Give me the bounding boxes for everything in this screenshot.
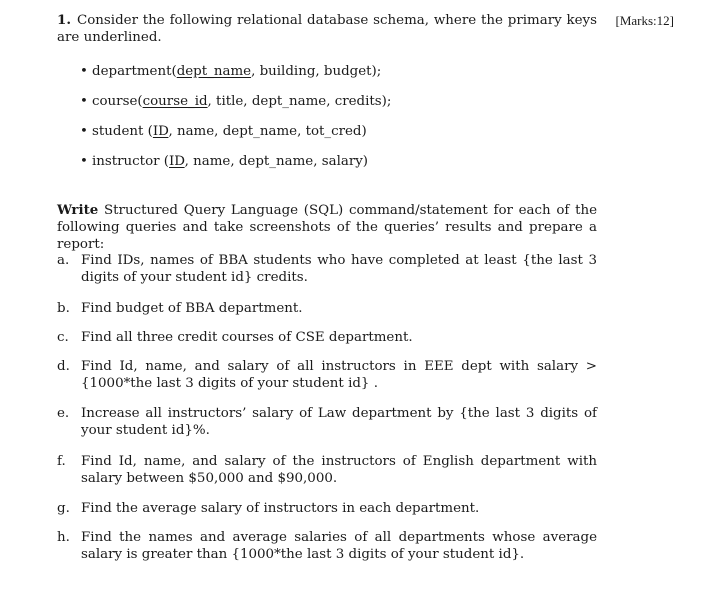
task-h <box>57 529 597 563</box>
task-text: Find budget of BBA department. <box>81 301 303 316</box>
task-text: Increase all instructors’ salary of Law department by {the last 3 digits of your student id}%. <box>81 406 597 438</box>
bullet-icon: • <box>80 124 88 139</box>
schema-item-course: • course(course_id, title, dept_name, credits); <box>80 94 392 109</box>
task-b <box>57 300 597 317</box>
task-label: f. <box>57 454 66 469</box>
instructions-paragraph <box>57 202 597 253</box>
question-intro <box>57 12 597 46</box>
task-label: a. <box>57 253 70 268</box>
task-label: d. <box>57 359 70 374</box>
task-text: Find Id, name, and salary of all instructors in EEE dept with salary > {1000*the last 3 digits of your student id} . <box>81 359 597 391</box>
task-text: Find IDs, names of BBA students who have completed at least {the last 3 digits of your student id} credits. <box>81 253 597 285</box>
task-a <box>57 252 597 286</box>
task-label: b. <box>57 301 70 316</box>
primary-key: ID <box>152 124 169 139</box>
primary-key: ID <box>169 154 185 169</box>
schema-item-instructor: • instructor (ID, name, dept_name, salary) <box>80 154 369 169</box>
instructions-text: Structured Query Language (SQL) command/statement for each of the following queries and take screenshots of the queries’ results and prepare a report: <box>57 203 597 252</box>
task-text: Find Id, name, and salary of the instructors of English department with salary between $50,000 and $90,000. <box>81 454 597 486</box>
task-label: g. <box>57 501 70 516</box>
task-text: Find the average salary of instructors in each department. <box>81 501 480 516</box>
task-g <box>57 500 597 517</box>
bullet-icon: • <box>80 64 88 79</box>
task-c <box>57 329 597 346</box>
schema-list <box>80 63 391 183</box>
schema-item-student: • student (ID, name, dept_name, tot_cred) <box>80 124 367 139</box>
schema-item-department: • department(dept_name, building, budget); <box>80 64 382 79</box>
question-number: 1. <box>57 12 71 28</box>
task-d <box>57 358 597 392</box>
instructions-bold: Write <box>57 202 99 218</box>
task-label: e. <box>57 406 70 421</box>
bullet-icon: • <box>80 94 88 109</box>
task-f <box>57 453 597 487</box>
primary-key: dept_name <box>176 64 252 79</box>
task-label: c. <box>57 330 69 345</box>
task-e <box>57 405 597 439</box>
task-text: Find all three credit courses of CSE department. <box>81 330 413 345</box>
task-text: Find the names and average salaries of all departments whose average salary is greater than {1000*the last 3 digits of your student id}. <box>81 530 597 562</box>
question-intro-text: Consider the following relational database schema, where the primary keys are underlined. <box>57 13 597 45</box>
task-label: h. <box>57 530 70 545</box>
primary-key: course_id <box>142 94 208 109</box>
marks-label: [Marks:12] <box>615 13 674 28</box>
bullet-icon: • <box>80 154 88 169</box>
